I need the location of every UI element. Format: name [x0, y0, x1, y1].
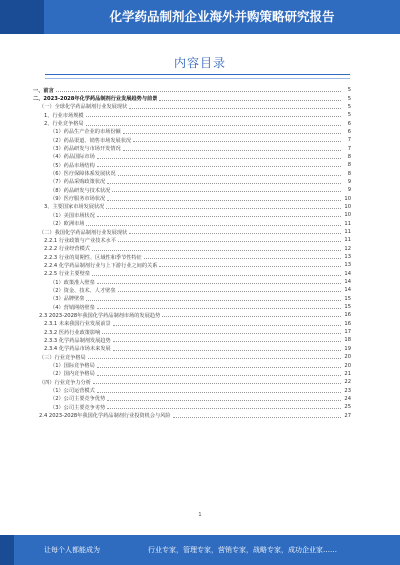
toc-entry[interactable]	[33, 270, 351, 278]
toc-entry-page: 6	[347, 120, 351, 127]
toc-leader-dots	[107, 405, 341, 409]
header-accent-bar	[0, 0, 44, 34]
toc-leader-dots	[97, 213, 341, 217]
report-header	[0, 0, 400, 34]
toc-entry-label: （9）医疗服务市场状况	[50, 196, 106, 203]
toc-entry[interactable]	[33, 245, 351, 253]
toc-entry[interactable]	[33, 370, 351, 378]
toc-entry-label: （2）国内竞争格局	[50, 371, 95, 378]
toc-leader-dots	[92, 272, 341, 276]
toc-entry[interactable]	[33, 86, 351, 94]
toc-leader-dots	[129, 230, 341, 234]
toc-entry-label: （2）药品渠道、销售市场发展状况	[50, 137, 132, 144]
toc-leader-dots	[107, 397, 341, 401]
toc-entry-label: （1）公司运营模式	[50, 388, 95, 395]
toc-entry[interactable]	[33, 153, 351, 161]
toc-entry-label: （1）国际竞争格局	[50, 363, 95, 370]
toc-entry-page: 16	[344, 312, 351, 319]
toc-leader-dots	[107, 180, 341, 184]
toc-entry[interactable]	[33, 161, 351, 169]
toc-leader-dots	[159, 97, 341, 101]
toc-entry-page: 27	[344, 412, 351, 419]
toc-entry[interactable]	[33, 144, 351, 152]
toc-entry-label: （8）药品研发与技术状况	[50, 187, 111, 194]
toc-leader-dots	[173, 414, 341, 418]
toc-leader-dots	[86, 222, 341, 226]
toc-leader-dots	[162, 313, 341, 317]
toc-entry[interactable]	[33, 236, 351, 244]
toc-entry[interactable]	[33, 328, 351, 336]
toc-leader-dots	[97, 163, 341, 167]
toc-entry[interactable]	[33, 278, 351, 286]
footer-slogan-left: 让每个人都能成为	[44, 546, 100, 554]
toc-entry[interactable]	[33, 386, 351, 394]
toc-entry-label: 2.3.1 未来我国行业发展前景	[44, 321, 111, 328]
toc-leader-dots	[56, 88, 341, 92]
toc-entry-label: 2.3 2023-2028年我国化学药品制剂市场的发展趋势	[39, 312, 161, 319]
toc-entry-page: 9	[347, 178, 351, 185]
toc-leader-dots	[118, 288, 341, 292]
toc-entry-page: 10	[344, 203, 351, 210]
toc-entry-page: 12	[344, 245, 351, 252]
toc-entry[interactable]	[33, 186, 351, 194]
toc-leader-dots	[97, 372, 341, 376]
toc-leader-dots	[97, 155, 341, 159]
toc-leader-dots	[86, 297, 341, 301]
toc-entry-page: 8	[347, 162, 351, 169]
toc-entry-page: 19	[344, 345, 351, 352]
toc-entry-label: （1）药品生产企业的市场份额	[50, 129, 121, 136]
toc-entry[interactable]	[33, 345, 351, 353]
toc-leader-dots	[118, 172, 341, 176]
toc-entry[interactable]	[33, 178, 351, 186]
toc-entry[interactable]	[33, 411, 351, 419]
toc-entry[interactable]	[33, 228, 351, 236]
toc-leader-dots	[133, 138, 341, 142]
toc-leader-dots	[159, 263, 341, 267]
toc-entry-label: 2、行业竞争格局	[44, 121, 84, 128]
toc-entry-page: 25	[344, 404, 351, 411]
toc-entry-label: 2.2.5 行业主要壁垒	[44, 271, 90, 278]
toc-entry-page: 17	[344, 329, 351, 336]
toc-entry-label: （4）药品国际市场	[50, 154, 95, 161]
toc-entry-label: （三）行业竞争格局	[39, 354, 86, 361]
toc-entry[interactable]	[33, 194, 351, 202]
toc-entry[interactable]	[33, 169, 351, 177]
toc-entry-page: 10	[344, 212, 351, 219]
toc-leader-dots	[102, 330, 341, 334]
toc-entry-page: 21	[344, 370, 351, 377]
toc-entry[interactable]	[33, 395, 351, 403]
toc-entry-page: 9	[347, 187, 351, 194]
toc-entry-page: 14	[344, 279, 351, 286]
toc-entry-label: 一、前言	[33, 87, 54, 94]
footer-accent-bar	[0, 535, 14, 565]
toc-entry-label: （3）品牌壁垒	[50, 296, 85, 303]
toc-leader-dots	[113, 338, 341, 342]
toc-leader-dots	[92, 247, 341, 251]
toc-leader-dots	[97, 389, 341, 393]
toc-entry[interactable]	[33, 361, 351, 369]
toc-entry[interactable]	[33, 378, 351, 386]
toc-title-divider-thin	[45, 78, 350, 79]
toc-leader-dots	[113, 322, 341, 326]
toc-entry-page: 20	[344, 362, 351, 369]
toc-entry-label: （四）行业竞争力分析	[39, 379, 91, 386]
toc-leader-dots	[97, 364, 341, 368]
toc-title: 内容目录	[173, 56, 226, 70]
toc-entry-label: （2）资金、技术、人才壁垒	[50, 287, 116, 294]
toc-entry-label: 2.2.3 行业的周期性、区域性和季节性特征	[44, 254, 142, 261]
toc-entry[interactable]	[33, 403, 351, 411]
toc-entry[interactable]	[33, 211, 351, 219]
toc-entry-page: 7	[347, 137, 351, 144]
toc-leader-dots	[86, 122, 341, 126]
report-footer	[0, 535, 400, 565]
footer-slogan-right: 行业专家，管理专家，营销专家，战略专家，成功企业家……	[148, 546, 337, 554]
toc-entry-page: 5	[347, 112, 351, 119]
toc-entry-label: 二、2023-2028年化学药品制剂行业发展趋势与前景	[33, 96, 158, 103]
toc-entry-label: 2.2.2 行业经营模式	[44, 246, 90, 253]
toc-entry-page: 15	[344, 295, 351, 302]
toc-entry-page: 16	[344, 320, 351, 327]
toc-entry[interactable]	[33, 220, 351, 228]
toc-entry[interactable]	[33, 311, 351, 319]
toc-entry-page: 5	[347, 95, 351, 102]
toc-entry-page: 11	[344, 237, 351, 244]
toc-leader-dots	[93, 380, 341, 384]
toc-entry-label: （1）政策准入壁垒	[50, 279, 95, 286]
toc-entry-page: 14	[344, 287, 351, 294]
toc-entry-page: 22	[344, 379, 351, 386]
toc-entry[interactable]	[33, 286, 351, 294]
toc-entry[interactable]	[33, 203, 351, 211]
toc-entry-page: 6	[347, 128, 351, 135]
toc-leader-dots	[86, 113, 341, 117]
toc-entry-label: （3）公司主要竞争劣势	[50, 404, 106, 411]
toc-entry-label: （一）全球化学药品制剂行业发展现状	[39, 104, 128, 111]
toc-entry-label: （4）营销网络壁垒	[50, 304, 95, 311]
toc-entry[interactable]	[33, 111, 351, 119]
toc-entry-page: 23	[344, 387, 351, 394]
toc-leader-dots	[123, 147, 341, 151]
toc-entry-page: 11	[344, 229, 351, 236]
toc-entry-page: 5	[347, 103, 351, 110]
toc-entry-label: （2）公司主要竞争优势	[50, 396, 106, 403]
toc-entry[interactable]	[33, 353, 351, 361]
toc-entry-label: 2.2.4 化学药品制剂行业与上下游行业之间的关系	[44, 262, 158, 269]
report-title: 化学药品制剂企业海外并购策略研究报告	[109, 9, 335, 24]
toc-entry-label: （5）药品市场结构	[50, 162, 95, 169]
toc-leader-dots	[129, 105, 341, 109]
toc-entry[interactable]	[33, 103, 351, 111]
toc-entry[interactable]	[33, 119, 351, 127]
toc-entry[interactable]	[33, 253, 351, 261]
toc-entry-label: 2.2.1 行业政策与产业技术水平	[44, 237, 116, 244]
toc-leader-dots	[97, 305, 341, 309]
toc-title-divider	[45, 74, 350, 75]
toc-entry-label: （二）我国化学药品制剂行业发展现状	[39, 229, 128, 236]
toc-entry-page: 24	[344, 395, 351, 402]
toc-entry-page: 7	[347, 145, 351, 152]
toc-entry-label: 2.3.3 化学药品制剂发展趋势	[44, 337, 111, 344]
toc-entry[interactable]	[33, 136, 351, 144]
toc-entry-page: 8	[347, 170, 351, 177]
toc-entry-label: （7）药品采购政策状况	[50, 179, 106, 186]
toc-leader-dots	[112, 188, 341, 192]
page-number: 1	[198, 512, 202, 518]
toc-leader-dots	[107, 197, 341, 201]
toc-entry[interactable]	[33, 261, 351, 269]
toc-entry-page: 8	[347, 153, 351, 160]
toc-leader-dots	[106, 205, 341, 209]
toc-leader-dots	[118, 238, 341, 242]
toc-entry-page: 11	[344, 220, 351, 227]
toc-entry-page: 20	[344, 354, 351, 361]
table-of-contents	[33, 86, 351, 420]
toc-entry[interactable]	[33, 295, 351, 303]
toc-entry-label: （1）美国市场状况	[50, 212, 95, 219]
toc-entry-label: 3、主要国家市场发展状况	[44, 204, 105, 211]
toc-entry-label: 1、行业市场规模	[44, 112, 84, 119]
toc-entry[interactable]	[33, 336, 351, 344]
toc-leader-dots	[113, 347, 341, 351]
toc-entry-label: 2.3.2 医药行业政策影响	[44, 329, 101, 336]
toc-entry-page: 14	[344, 270, 351, 277]
toc-leader-dots	[123, 130, 341, 134]
toc-entry-label: 2.3.4 化学药品市场未来发展	[44, 346, 111, 353]
toc-entry[interactable]	[33, 303, 351, 311]
toc-leader-dots	[144, 255, 341, 259]
toc-leader-dots	[97, 280, 341, 284]
toc-entry[interactable]	[33, 128, 351, 136]
toc-entry-page: 15	[344, 304, 351, 311]
toc-entry-label: （3）药品研发与市场开发情况	[50, 146, 121, 153]
toc-entry-page: 10	[344, 195, 351, 202]
toc-entry[interactable]	[33, 320, 351, 328]
toc-entry-label: （2）欧洲市场	[50, 221, 85, 228]
toc-entry-label: （6）医疗保障体系发展状况	[50, 171, 116, 178]
toc-leader-dots	[88, 355, 341, 359]
toc-entry[interactable]	[33, 94, 351, 102]
toc-entry-page: 13	[344, 262, 351, 269]
toc-entry-page: 18	[344, 337, 351, 344]
toc-entry-page: 5	[347, 87, 351, 94]
toc-entry-page: 13	[344, 254, 351, 261]
toc-entry-label: 2.4 2023-2028年我国化学药品制剂行业投资机会与风险	[39, 413, 171, 420]
